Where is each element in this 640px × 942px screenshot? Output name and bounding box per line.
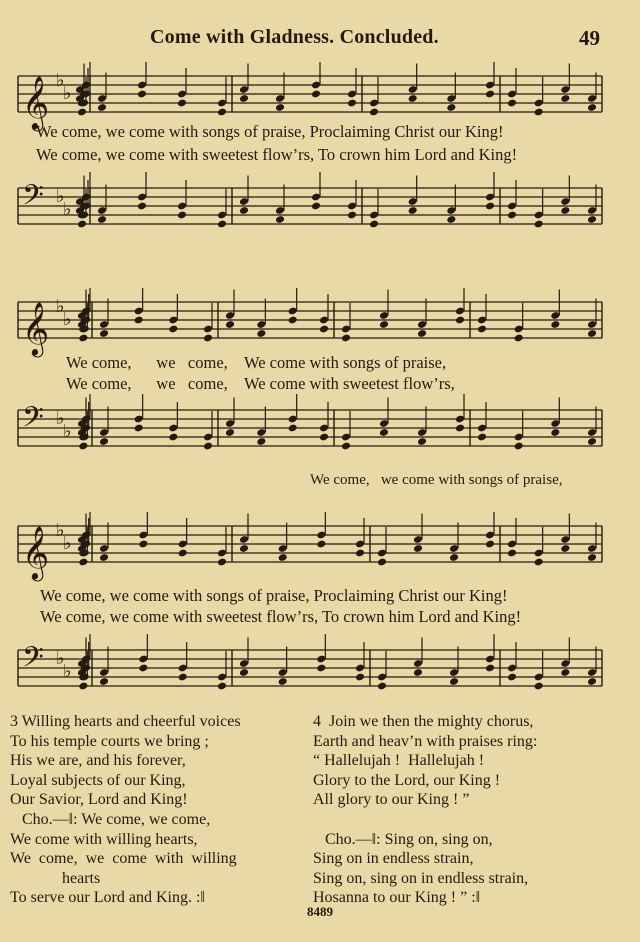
note-head: [507, 211, 517, 220]
note-head: [446, 103, 456, 112]
flat-icon: ♭: [63, 83, 72, 103]
note-head: [485, 540, 495, 549]
note-head: [485, 664, 495, 673]
lyric-line: We come, we come, We come with songs of praise,: [66, 353, 447, 372]
bass-clef-icon: 𝄢: [22, 179, 44, 219]
note-head: [178, 673, 188, 682]
bass-clef-icon: 𝄢: [22, 641, 44, 681]
page-number: 49: [579, 26, 600, 50]
flat-icon: ♭: [56, 648, 65, 668]
note-head: [477, 433, 487, 442]
note-head: [560, 94, 570, 103]
verse-line: We come, we come with willing: [10, 850, 237, 868]
note-head: [379, 320, 389, 329]
note-head: [311, 90, 321, 99]
note-head: [288, 424, 298, 433]
note-head: [316, 540, 326, 549]
flat-icon: ♭: [56, 70, 65, 90]
note-head: [138, 540, 148, 549]
note-head: [560, 668, 570, 677]
verse-line: To serve our Lord and King. :‖: [10, 889, 205, 907]
note-head: [138, 664, 148, 673]
verse-line: Our Savior, Lord and King!: [10, 791, 188, 809]
note-head: [78, 682, 88, 691]
note-head: [455, 316, 465, 325]
bass-lyric-line: We come, we come with songs of praise,: [310, 472, 563, 488]
note-head: [347, 99, 357, 108]
note-head: [408, 94, 418, 103]
note-head: [379, 428, 389, 437]
note-head: [225, 320, 235, 329]
verse-line: All glory to our King ! ”: [313, 791, 470, 809]
note-head: [134, 316, 144, 325]
verse-line: 4 Join we then the mighty chorus,: [313, 713, 534, 730]
note-head: [408, 206, 418, 215]
note-head: [319, 325, 329, 334]
treble-staff: [0, 512, 640, 584]
treble-staff: [0, 288, 640, 360]
note-head: [341, 442, 351, 451]
note-head: [316, 664, 326, 673]
note-head: [587, 677, 597, 686]
note-head: [78, 558, 88, 567]
note-head: [77, 220, 87, 229]
flat-icon: ♭: [63, 533, 72, 553]
note-head: [137, 202, 147, 211]
note-head: [550, 428, 560, 437]
note-head: [417, 437, 427, 446]
note-head: [217, 682, 227, 691]
note-head: [587, 437, 597, 446]
treble-clef-icon: 𝄞: [22, 75, 50, 129]
note-head: [355, 673, 365, 682]
note-head: [507, 99, 517, 108]
note-head: [377, 682, 387, 691]
note-head: [97, 103, 107, 112]
verse-line: hearts: [10, 869, 101, 887]
note-head: [77, 108, 87, 117]
plate-number: 8489: [307, 904, 333, 919]
note-head: [341, 334, 351, 343]
note-head: [239, 94, 249, 103]
note-head: [78, 442, 88, 451]
note-head: [168, 325, 178, 334]
note-head: [534, 108, 544, 117]
note-head: [278, 677, 288, 686]
flat-icon: ♭: [56, 186, 65, 206]
note-head: [311, 202, 321, 211]
verse-line: Sing on in endless strain,: [313, 850, 474, 868]
flat-icon: ♭: [63, 309, 72, 329]
note-head: [369, 220, 379, 229]
verse-line: “ Hallelujah ! Hallelujah !: [313, 752, 485, 770]
note-head: [203, 334, 213, 343]
note-head: [534, 558, 544, 567]
note-head: [319, 433, 329, 442]
note-head: [587, 553, 597, 562]
note-head: [587, 329, 597, 338]
verse-line: Glory to the Lord, our King !: [313, 771, 501, 789]
note-head: [550, 320, 560, 329]
verse-line: Loyal subjects of our King,: [10, 771, 186, 789]
note-head: [137, 90, 147, 99]
verse-line: [313, 810, 633, 830]
note-head: [217, 558, 227, 567]
note-head: [239, 544, 249, 553]
note-head: [168, 433, 178, 442]
note-head: [485, 202, 495, 211]
page-title: Come with Gladness. Concluded.: [150, 26, 439, 48]
note-head: [449, 553, 459, 562]
note-head: [446, 215, 456, 224]
flat-icon: ♭: [56, 520, 65, 540]
verse-line: Cho.—‖: Sing on, sing on,: [313, 830, 493, 848]
note-head: [355, 549, 365, 558]
music-system-2: [0, 278, 640, 498]
treble-clef-icon: 𝄞: [22, 301, 50, 355]
verse-line: Cho.—‖: We come, we come,: [10, 810, 211, 828]
note-head: [587, 103, 597, 112]
lyric-line: We come, we come with songs of praise, Proclaiming Christ our King!: [36, 122, 504, 141]
flat-icon: ♭: [56, 296, 65, 316]
lyric-line: We come, we come with sweetest flow’rs, To crown him Lord and King!: [36, 145, 518, 164]
lyric-line: We come, we come, We come with sweetest flow’rs,: [66, 374, 455, 393]
note-head: [507, 673, 517, 682]
note-head: [78, 334, 88, 343]
note-head: [99, 437, 109, 446]
verse-line: His we are, and his forever,: [10, 752, 186, 770]
note-head: [455, 424, 465, 433]
note-head: [278, 553, 288, 562]
lyric-line: We come, we come with songs of praise, Proclaiming Christ our King!: [40, 586, 508, 605]
treble-clef-icon: 𝄞: [22, 525, 50, 579]
note-head: [97, 215, 107, 224]
note-head: [347, 211, 357, 220]
flat-icon: ♭: [63, 661, 72, 681]
verse-line: To his temple courts we bring ;: [10, 732, 209, 750]
note-head: [239, 668, 249, 677]
flat-icon: ♭: [63, 199, 72, 219]
bass-staff: [0, 394, 640, 474]
note-head: [275, 103, 285, 112]
verse-line: 3 Willing hearts and cheerful voices: [10, 713, 241, 730]
bass-staff: [0, 634, 640, 714]
note-head: [275, 215, 285, 224]
note-head: [256, 437, 266, 446]
note-head: [413, 544, 423, 553]
verse-line: Sing on, sing on in endless strain,: [313, 869, 529, 887]
note-head: [514, 334, 524, 343]
note-head: [99, 329, 109, 338]
note-head: [477, 325, 487, 334]
lyric-line: We come, we come with sweetest flow’rs, To crown him Lord and King!: [40, 607, 522, 626]
note-head: [225, 428, 235, 437]
note-head: [560, 544, 570, 553]
note-head: [449, 677, 459, 686]
note-head: [534, 220, 544, 229]
verse-3: [10, 712, 305, 908]
note-head: [99, 677, 109, 686]
note-head: [507, 549, 517, 558]
note-head: [177, 211, 187, 220]
verse-line: We come with willing hearts,: [10, 830, 198, 848]
note-head: [239, 206, 249, 215]
note-head: [417, 329, 427, 338]
music-system-1: [0, 52, 640, 252]
note-head: [134, 424, 144, 433]
note-head: [217, 220, 227, 229]
bass-clef-icon: 𝄢: [22, 401, 44, 441]
note-head: [217, 108, 227, 117]
verse-line: Hosanna to our King ! ” :‖: [313, 889, 481, 907]
flat-icon: ♭: [56, 408, 65, 428]
note-head: [99, 553, 109, 562]
note-head: [587, 215, 597, 224]
note-head: [413, 668, 423, 677]
flat-icon: ♭: [63, 421, 72, 441]
note-head: [256, 329, 266, 338]
note-head: [369, 108, 379, 117]
note-head: [203, 442, 213, 451]
note-head: [485, 90, 495, 99]
music-system-3: [0, 506, 640, 706]
note-head: [560, 206, 570, 215]
verse-4: [313, 712, 633, 908]
note-head: [177, 99, 187, 108]
note-head: [534, 682, 544, 691]
note-head: [288, 316, 298, 325]
note-head: [178, 549, 188, 558]
note-head: [377, 558, 387, 567]
verse-line: Earth and heav’n with praises ring:: [313, 732, 538, 750]
bass-staff: [0, 172, 640, 252]
note-head: [514, 442, 524, 451]
